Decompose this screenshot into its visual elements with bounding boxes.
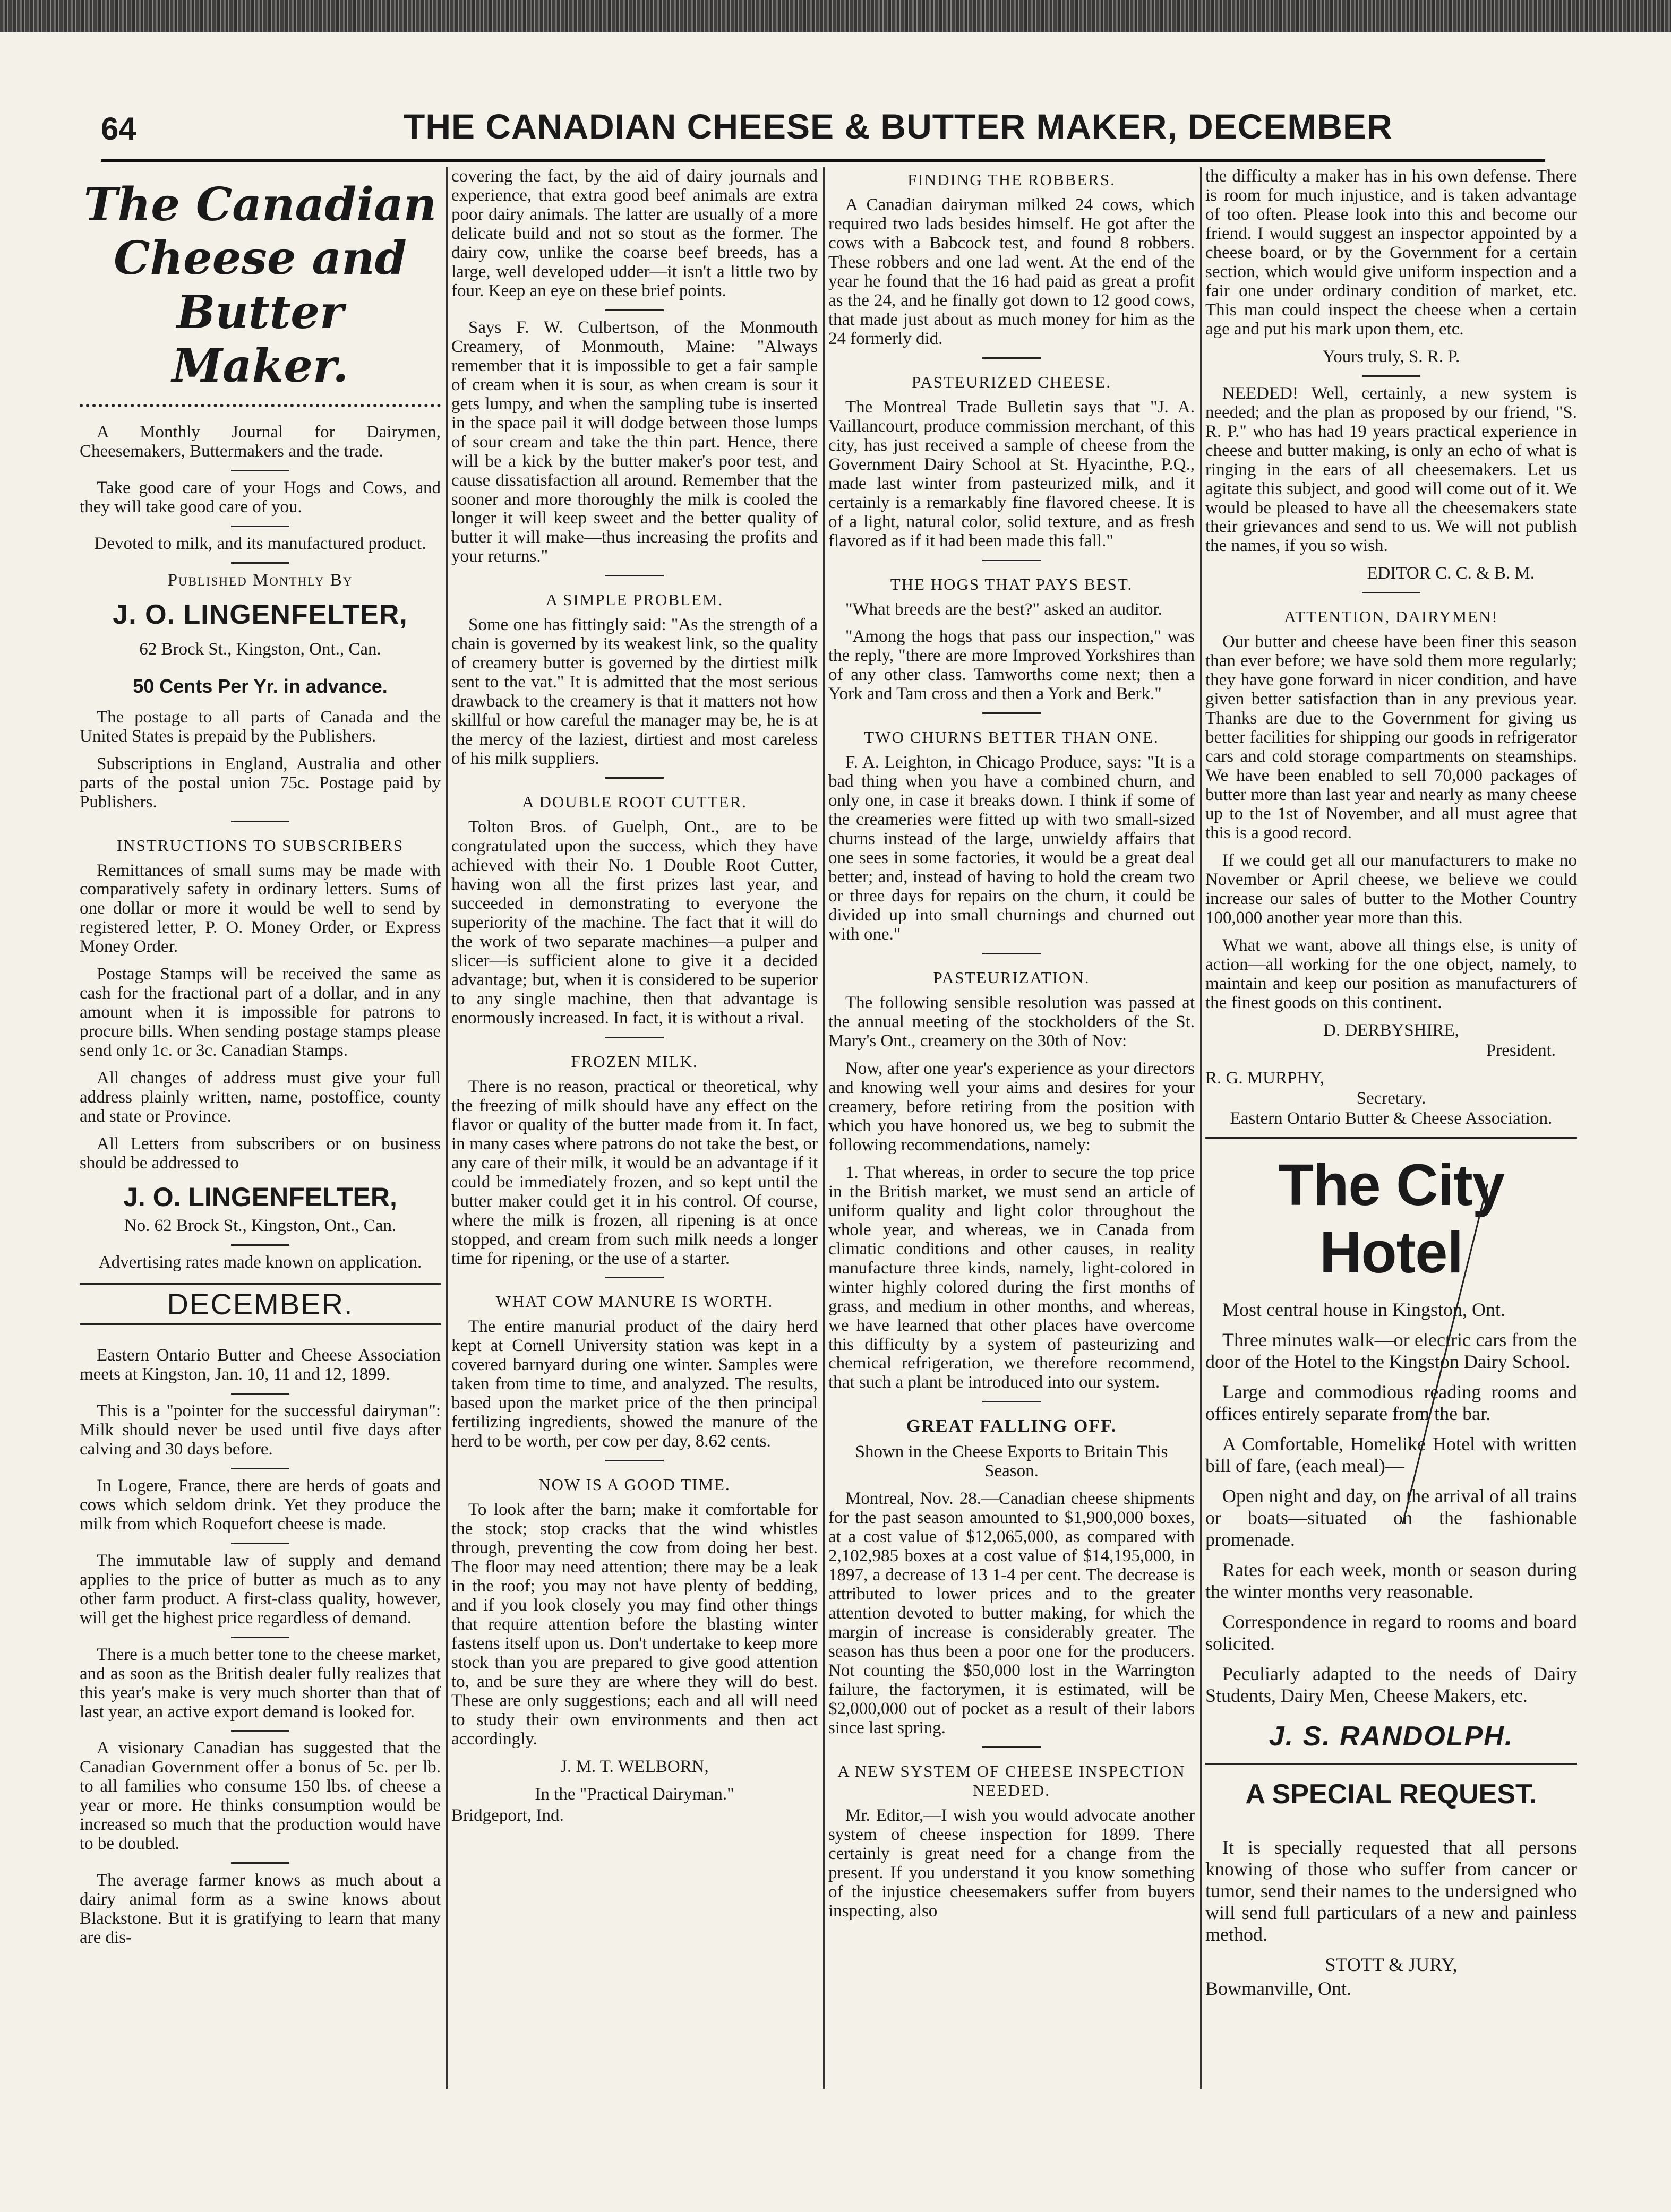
- article-heading: TWO CHURNS BETTER THAN ONE.: [864, 728, 1159, 747]
- paragraph: There is no reason, practical or theoretical, why the freezing of milk should have any effect on the flavor or quality of the butter made from it. In fact, in many cases where patrons do not take the best, or any care of their milk, it would be an advantage if it could be immediately frozen, and so kept until the butter maker could get it in his control. Of course, where the milk is frozen, all ripening is at once stopped, and cream from such milk needs a longer time for ripening, or the use of a starter.: [451, 1077, 818, 1268]
- hotel-ad-line: Rates for each week, month or season during the winter months very reasonable.: [1205, 1559, 1577, 1602]
- special-request-title: A SPECIAL REQUEST.: [1205, 1763, 1577, 1810]
- secretary-name: R. G. MURPHY,: [1205, 1068, 1325, 1088]
- hotel-ad-line: Large and commodious reading rooms and offices entirely separate from the bar.: [1205, 1381, 1577, 1424]
- divider: [231, 1468, 289, 1469]
- publisher-address: 62 Brock St., Kingston, Ont., Can.: [139, 639, 381, 659]
- article-heading: ATTENTION, DAIRYMEN!: [1284, 607, 1498, 626]
- subscription-price: 50 Cents Per Yr. in advance.: [133, 675, 388, 697]
- paragraph: NEEDED! Well, certainly, a new system is needed; and the plan as proposed by our friend, "S. R. P." who has had 19 years practical experience in cheese and butter making, is only an echo of what is ringing in the ears of all cheesemakers. Let us agitate this subject, and good will come out of it. We would be pleased to have all the cheesemakers state their grievances and send to us. We will not publish the names, if you so wish.: [1205, 383, 1577, 556]
- advertiser-name: STOTT & JURY,: [1325, 1954, 1458, 1976]
- divider: [231, 562, 289, 564]
- paragraph: Postage Stamps will be received the same as cash for the fractional part of a dollar, and in any amount when it is impossible for patrons to procure bills. When sending postage stamps please send only 1c. or 3c. Canadian Stamps.: [80, 965, 441, 1061]
- divider: [231, 821, 289, 822]
- divider: [605, 1037, 664, 1038]
- paragraph: Mr. Editor,—I wish you would advocate another system of cheese inspection for 1899. There certainly is great need for a change from the present. If you understand it you know something of the injustice cheesemakers suffer from buyers inspecting, also: [828, 1805, 1195, 1921]
- masthead-line: The Canadian: [83, 178, 437, 231]
- paragraph: In Logere, France, there are herds of goats and cows which seldom drink. Yet they produce the milk from which Roquefort cheese is made.: [80, 1476, 441, 1534]
- paragraph: Eastern Ontario Butter and Cheese Association meets at Kingston, Jan. 10, 11 and 12, 1899.: [80, 1345, 441, 1384]
- paragraph: Our butter and cheese have been finer this season than ever before; we have sold them more regularly; they have gone forward in nicer condition, and have given better satisfaction than in any previous year. Thanks are due to the Government for giving us better facilities for shipping our goods in refrigerator cars and cold storage compartments on steamships. We have been enabled to sell 70,000 packages of butter more than last year and nearly as many cheese up to the 1st of November, and all must agree that this is a good record.: [1205, 632, 1577, 843]
- paragraph: All changes of address must give your full address plainly written, name, postoffice, county and state or Province.: [80, 1069, 441, 1126]
- divider: [605, 1277, 664, 1278]
- divider: [605, 1460, 664, 1461]
- divider: [1362, 592, 1420, 593]
- paragraph: Montreal, Nov. 28.—Canadian cheese shipments for the past season amounted to $1,900,000 boxes, at a cost value of $12,065,000, as compared with 2,102,985 boxes at a cost value of $14,195,000, in 1897, a decrease of 13 1-4 per cent. The decrease is attributed to lower prices and to the greater attention devoted to butter making, for which the margin of increase is considerably greater. The season has thus been a poor one for the producers. Not counting the $50,000 lost in the Warrington failure, the factorymen, it is estimated, will be $2,000,000 out of pocket as a result of their labors since last spring.: [828, 1489, 1195, 1737]
- article-heading: PASTEURIZED CHEESE.: [911, 372, 1112, 391]
- hotel-ad-line: Peculiarly adapted to the needs of Dairy Students, Dairy Men, Cheese Makers, etc.: [1205, 1663, 1577, 1707]
- hotel-ad-line: Three minutes walk—or electric cars from the door of the Hotel to the Kingston Dairy School.: [1205, 1329, 1577, 1372]
- column-4: [1205, 167, 1577, 2089]
- signature-place: Bridgeport, Ind.: [451, 1805, 564, 1825]
- divider: [982, 712, 1041, 714]
- masthead: [80, 178, 441, 393]
- paragraph: Remittances of small sums may be made with comparatively safety in ordinary letters. Sums of one dollar or more it would be well to send by registered letter, P. O. Money Order, or Express Money Order.: [80, 860, 441, 957]
- divider: [605, 777, 664, 779]
- publisher-address-2: No. 62 Brock St., Kingston, Ont., Can.: [124, 1216, 397, 1236]
- advertiser-place: Bowmanville, Ont.: [1205, 1978, 1351, 2000]
- divider: [982, 1401, 1041, 1402]
- divider: [1362, 375, 1420, 377]
- proprietor-name: J. S. RANDOLPH.: [1269, 1721, 1514, 1752]
- paragraph: The entire manurial product of the dairy herd kept at Cornell University station was kept in a covered barnyard during one winter. Samples were taken from time to time, and analyzed. The results, based upon the market price of the then principal fertilizing ingredients, showed the manure of the herd to be worth, per cow per day, 8.62 cents.: [451, 1317, 818, 1451]
- divider: [982, 1746, 1041, 1748]
- secretary-title: Secretary.: [1356, 1088, 1426, 1108]
- dotted-divider: [80, 404, 441, 407]
- section-heading: INSTRUCTIONS TO SUBSCRIBERS: [116, 836, 404, 855]
- paragraph: There is a much better tone to the cheese market, and as soon as the British dealer fully realizes that this year's make is very much shorter than that of last year, an active export demand is looked for.: [80, 1645, 441, 1722]
- article-heading: WHAT COW MANURE IS WORTH.: [495, 1292, 774, 1311]
- divider: [231, 1543, 289, 1544]
- article-heading: A NEW SYSTEM OF CHEESE INSPECTION NEEDED.: [837, 1761, 1186, 1800]
- subscriptions-note: Subscriptions in England, Australia and other parts of the postal union 75c. Postage paid by Publishers.: [80, 754, 441, 812]
- special-request-text: It is specially requested that all persons knowing of those who suffer from cancer or tumor, send their names to the undersigned who will send full particulars of a new and painless method.: [1205, 1837, 1577, 1946]
- hotel-ad-line: Most central house in Kingston, Ont.: [1222, 1298, 1505, 1320]
- header-rule: [101, 159, 1545, 162]
- hotel-ad-title: The City Hotel: [1205, 1137, 1577, 1286]
- masthead-line: Maker.: [172, 339, 349, 393]
- column-rule: [446, 167, 448, 2089]
- scan-edge: [0, 0, 1671, 32]
- column-rule: [1200, 167, 1202, 2089]
- paragraph: The average farmer knows as much about a dairy animal form as a swine knows about Blackstone. But it is gratifying to learn that many are dis-: [80, 1871, 441, 1948]
- publisher-name-2: J. O. LINGENFELTER,: [123, 1182, 397, 1212]
- hotel-ad-line: Open night and day, on the arrival of all trains or boats—situated on the fashionable promenade.: [1205, 1485, 1577, 1550]
- signature-source: In the "Practical Dairyman.": [535, 1784, 734, 1804]
- letter-signature: Yours truly, S. R. P.: [1322, 347, 1460, 366]
- paragraph: Tolton Bros. of Guelph, Ont., are to be congratulated upon the success, which they have achieved with their No. 1 Double Root Cutter, having won all the first prizes last year, and succeeded in demonstrating to everyone the superiority of the machine. The fact that it will do the work of two separate machines—a pulper and slicer—is sufficient alone to give it a decided advantage; but, when it is considered to be superior to any single machine, then that advantage is enormously increased. In fact, it is without a rival.: [451, 817, 818, 1028]
- advertising-note: Advertising rates made known on application.: [98, 1253, 422, 1272]
- hogs-motto: Take good care of your Hogs and Cows, and they will take good care of you.: [80, 478, 441, 517]
- article-heading: A SIMPLE PROBLEM.: [545, 590, 724, 609]
- paragraph: This is a "pointer for the successful dairyman": Milk should never be used until five days after calving and 30 days before.: [80, 1401, 441, 1459]
- divider: [605, 575, 664, 576]
- association-name: Eastern Ontario Butter & Cheese Association.: [1230, 1108, 1553, 1128]
- divider: [982, 357, 1041, 359]
- paragraph: Says F. W. Culbertson, of the Monmouth Creamery, of Monmouth, Maine: "Always remember that it is impossible to get a fair sample of cream when it is sour, as when cream is sour it gets lumpy, and when the sampling tube is inserted in the space pail it will dodge between those lumps of sour cream and take the thin part. Hence, there will be a kick by the butter maker's poor test, and cause dissatisfaction all around. Remember that the sooner and more thoroughly the milk is cooled the longer it will keep sweet and the better quality of butter it will make—thus increasing the profits and your returns.": [451, 317, 818, 566]
- published-by: Published Monthly By: [167, 570, 353, 590]
- divider: [605, 309, 664, 311]
- paragraph: "What breeds are the best?" asked an auditor.: [845, 599, 1162, 619]
- divider: [982, 560, 1041, 561]
- column-2: [451, 167, 818, 2089]
- paragraph: What we want, above all things else, is unity of action—all working for the one object, namely, to maintain and keep our position as manufacturers of the finest goods on this continent.: [1205, 935, 1577, 1012]
- article-heading: THE HOGS THAT PAYS BEST.: [890, 574, 1133, 593]
- paragraph: covering the fact, by the aid of dairy journals and experience, that extra good beef animals are extra poor dairy animals. The latter are usually of a more delicate build and not so stout as the former. The dairy cow, unlike the coarse beef breeds, has a large, well developed udder—it isn't a little two by four. Keep an eye on these brief points.: [451, 167, 818, 300]
- column-3: [828, 167, 1195, 2089]
- article-heading: A DOUBLE ROOT CUTTER.: [522, 793, 747, 812]
- paragraph: A visionary Canadian has suggested that the Canadian Government offer a bonus of 5c. per lb. to all families who consume 150 lbs. of cheese a year or more. He thinks consumption would be increased so much that the production would have to be doubled.: [80, 1738, 441, 1854]
- article-subheading: Shown in the Cheese Exports to Britain This Season.: [855, 1442, 1168, 1481]
- masthead-line: Cheese and Butter: [114, 231, 407, 339]
- divider: [231, 1730, 289, 1732]
- paragraph: The Montreal Trade Bulletin says that "J. A. Vaillancourt, produce commission merchant, of this city, has just received a sample of cheese from the Government Dairy School at St. Hyacinthe, P.Q., made last winter from pasteurized milk, and it certainly is a remarkably fine flavored cheese. It is of a light, natural color, solid texture, and as fresh flavored as if it had been made this fall.": [828, 397, 1195, 550]
- divider: [982, 953, 1041, 954]
- signature: J. M. T. WELBORN,: [560, 1757, 709, 1776]
- page-number: 64: [101, 111, 136, 147]
- divider: [231, 1637, 289, 1638]
- december-heading: DECEMBER.: [80, 1283, 441, 1325]
- president-name: D. DERBYSHIRE,: [1323, 1020, 1459, 1040]
- paragraph: A Canadian dairyman milked 24 cows, which required two lads besides himself. He got after the cows with a Babcock test, and found 8 robbers. These robbers and one lad went. At the end of the year he found that the 16 had paid as great a profit as the 24, and he finally got down to 12 good cows, that made just about as much money for him as the 24 formerly did.: [828, 195, 1195, 348]
- president-title: President.: [1486, 1040, 1556, 1060]
- paragraph: The immutable law of supply and demand applies to the price of butter as much as to any other farm product. A first-class quality, however, will get the highest price regardless of demand.: [80, 1551, 441, 1628]
- article-heading: GREAT FALLING OFF.: [906, 1416, 1117, 1436]
- devoted-note: Devoted to milk, and its manufactured product.: [94, 533, 426, 553]
- column-rule: [823, 167, 825, 2089]
- divider: [231, 1244, 289, 1246]
- article-heading: FINDING THE ROBBERS.: [907, 170, 1116, 189]
- postage-note: The postage to all parts of Canada and the United States is prepaid by the Publishers.: [80, 707, 441, 746]
- paragraph: All Letters from subscribers or on business should be addressed to: [80, 1134, 441, 1173]
- running-title: THE CANADIAN CHEESE & BUTTER MAKER, DECEMBER: [404, 107, 1393, 146]
- paragraph: "Among the hogs that pass our inspection," was the reply, "there are more Improved Yorkshires than of any other class. Tamworths come next; then a York and Tam cross and then a York and Berk.": [828, 627, 1195, 704]
- article-heading: FROZEN MILK.: [571, 1052, 698, 1071]
- column-1: [80, 167, 441, 2089]
- paragraph: The following sensible resolution was passed at the annual meeting of the stockholders of the St. Mary's Ont., creamery on the 30th of Nov:: [828, 993, 1195, 1051]
- divider: [231, 526, 289, 527]
- paragraph: If we could get all our manufacturers to make no November or April cheese, we believe we could increase our sales of butter to the Mother Country 100,000 another year more than this.: [1205, 851, 1577, 927]
- article-heading: NOW IS A GOOD TIME.: [538, 1475, 731, 1494]
- divider: [231, 1862, 289, 1864]
- divider: [231, 470, 289, 471]
- paragraph: 1. That whereas, in order to secure the top price in the British market, we must send an article of uniform quality and light color throughout the whole year, and whereas, we in Canada from climatic conditions and other causes, in reality manufacture three kinds, namely, light-colored in winter highly colored during the first months of grass, and medium in other months, and whereas, we have learned that other places have overcome this difficulty by a system of pasteurizing and chemical refrigeration, we therefore recommend, that such a plant be introduced into our system.: [828, 1163, 1195, 1392]
- hotel-ad-line: A Comfortable, Homelike Hotel with written bill of fare, (each meal)—: [1205, 1433, 1577, 1476]
- paragraph: F. A. Leighton, in Chicago Produce, says: "It is a bad thing when you have a combined churn, and only one, in case it breaks down. I think if some of the creameries were fitted up with two small-sized churns instead of the large, unwieldy affairs that one sees in some factories, it would be a great deal better; and, instead of having to hold the cream two or three days for repairs on the churn, it could be divided up into small churnings and churned out with one.": [828, 753, 1195, 944]
- paragraph: Some one has fittingly said: "As the strength of a chain is governed by its weakest link, so the quality of creamery butter is governed by the dirtiest milk sent to the vat." It is admitted that the most serious drawback to the creamery is that it matters not how skillful or how careful the manager may be, he is at the mercy of the laziest, dirtiest and most careless of his milk suppliers.: [451, 615, 818, 769]
- paragraph: the difficulty a maker has in his own defense. There is room for much injustice, and is taken advantage of too often. Please look into this and become our friend. I would suggest an inspector appointed by a cheese board, or by the Government for a certain section, which would give uniform inspection and a fair one under ordinary condition of market, etc. This man could inspect the cheese when a certain age and put his mark upon them, etc.: [1205, 167, 1577, 339]
- page-header: [101, 106, 1545, 157]
- divider: [231, 1393, 289, 1395]
- paragraph: Now, after one year's experience as your directors and knowing well your aims and desires for your creamery, before retiring from the position with which you have honored us, we beg to submit the following recommendations, namely:: [828, 1058, 1195, 1155]
- journal-description: A Monthly Journal for Dairymen, Cheesemakers, Buttermakers and the trade.: [80, 422, 441, 461]
- article-heading: PASTEURIZATION.: [933, 968, 1090, 987]
- publisher-name: J. O. LINGENFELTER,: [113, 599, 408, 630]
- editor-signature: EDITOR C. C. & B. M.: [1367, 564, 1535, 583]
- hotel-ad-line: Correspondence in regard to rooms and board solicited.: [1205, 1611, 1577, 1655]
- paragraph: To look after the barn; make it comfortable for the stock; stop cracks that the wind whistles through, preventing the cow from doing her best. The floor may need attention; there may be a leak in the roof; you may not have plenty of bedding, and if you look closely you may find other things that require attention before the blasting winter fastens itself upon us. Don't undertake to keep more stock than you are prepared to give good attention to, and be sure they are where they will do best. These are only suggestions; each and all will need to study their own environments and then act accordingly.: [451, 1500, 818, 1749]
